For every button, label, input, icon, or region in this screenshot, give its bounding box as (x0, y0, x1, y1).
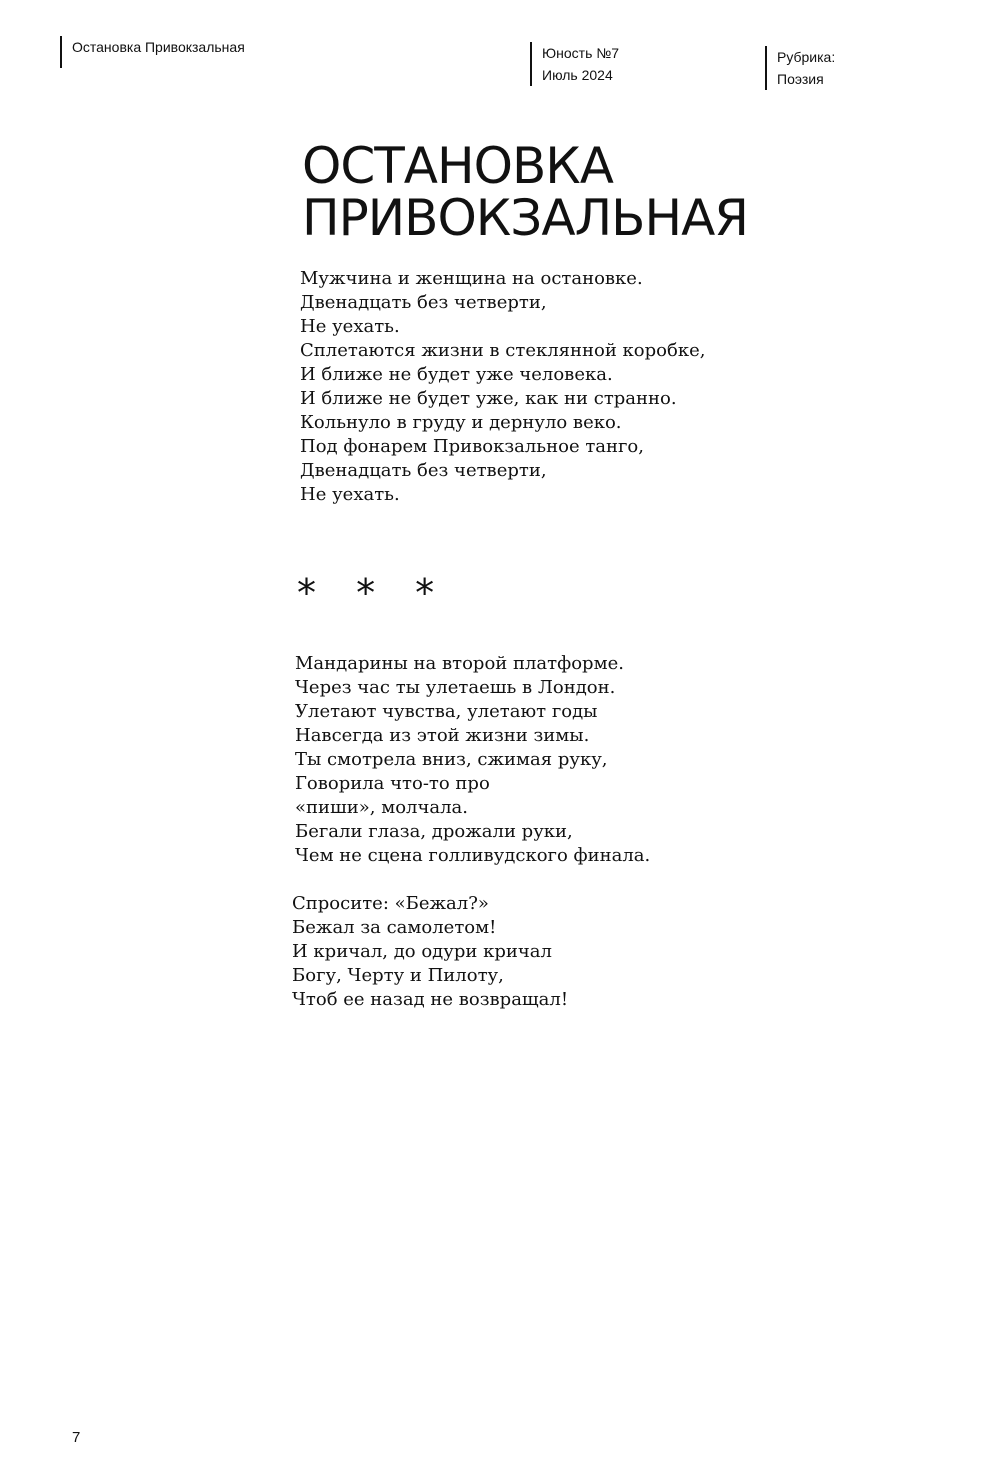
poem-line: Ты смотрела вниз, сжимая руку, (295, 749, 608, 770)
poem-line: «пиши», молчала. (295, 797, 468, 818)
poem-line: Не уехать. (300, 316, 400, 337)
poem-line: Двенадцать без четверти, (300, 292, 547, 313)
page-number: 7 (72, 1429, 81, 1446)
header-issue-info (530, 42, 619, 86)
poem-line: Мандарины на второй платформе. (295, 653, 624, 674)
poem-line: И кричал, до одури кричал (292, 941, 552, 962)
poem-2-stanza-2 (292, 892, 568, 1012)
poem-line: Бегали глаза, дрожали руки, (295, 821, 573, 842)
poem-line: Мужчина и женщина на остановке. (300, 268, 643, 289)
poem-separator: * * * (297, 571, 449, 615)
poem-line: Улетают чувства, улетают годы (295, 701, 598, 722)
poem-line: Под фонарем Привокзальное танго, (300, 436, 644, 457)
issue-date: Июль 2024 (542, 67, 613, 83)
poem-line: Чем не сцена голливудского финала. (295, 845, 651, 866)
poem-line: Чтоб ее назад не возвращал! (292, 989, 569, 1010)
poem-line: Навсегда из этой жизни зимы. (295, 725, 590, 746)
magazine-issue: Юность №7 (542, 45, 620, 61)
poem-line: Кольнуло в груду и дернуло веко. (300, 412, 622, 433)
poem-line: Двенадцать без четверти, (300, 460, 547, 481)
poem-line: Не уехать. (300, 484, 400, 505)
poem-line: Спросите: «Бежал?» (292, 893, 489, 914)
rubric-label: Рубрика: (777, 49, 836, 65)
title-line-1: ОСТАНОВКА (302, 137, 613, 195)
poem-2-stanza-1 (295, 652, 650, 868)
poem-line: Говорила что-то про (295, 773, 490, 794)
title-line-2: ПРИВОКЗАЛЬНАЯ (302, 189, 749, 247)
poem-1-stanza (300, 267, 705, 507)
header-section-title (60, 36, 245, 68)
rubric-value: Поэзия (777, 71, 824, 87)
poem-line: Бежал за самолетом! (292, 917, 497, 938)
poem-line: Богу, Черту и Пилоту, (292, 965, 504, 986)
poem-line: И ближе не будет уже, как ни странно. (300, 388, 677, 409)
poem-line: Сплетаются жизни в стеклянной коробке, (300, 340, 706, 361)
poem-line: И ближе не будет уже человека. (300, 364, 613, 385)
header-rubric (765, 46, 835, 90)
page-title (302, 137, 749, 247)
section-title-text: Остановка Привокзальная (72, 39, 245, 55)
poem-line: Через час ты улетаешь в Лондон. (295, 677, 616, 698)
